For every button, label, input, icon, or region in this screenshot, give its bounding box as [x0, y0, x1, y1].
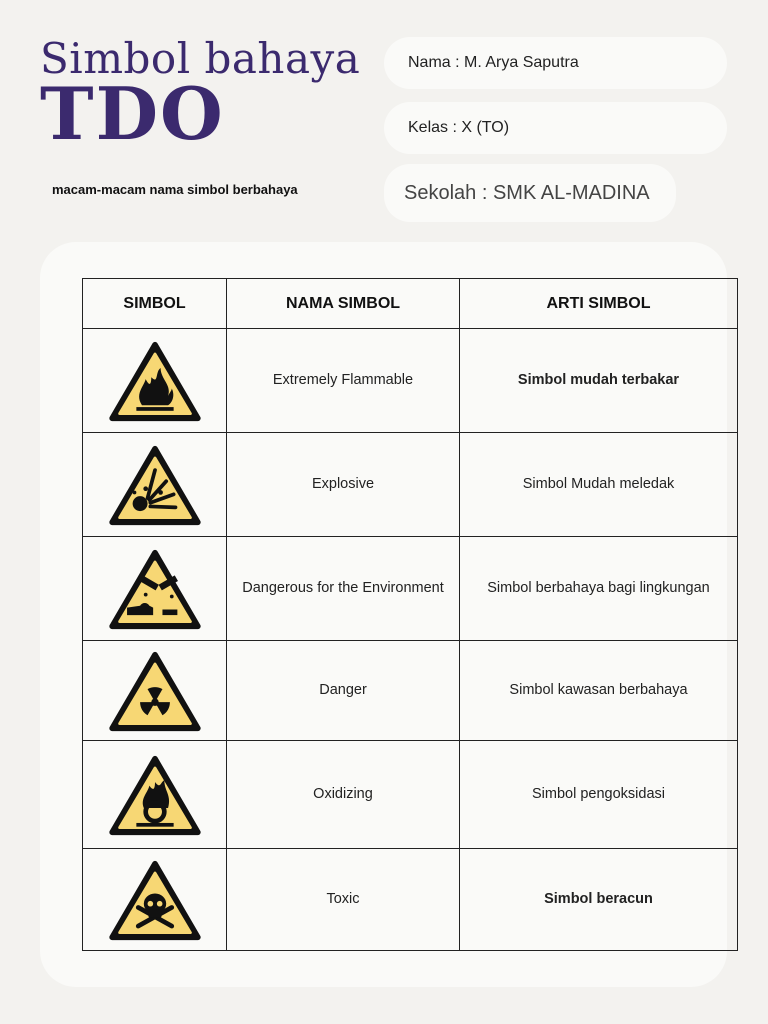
nama-simbol-cell: Oxidizing — [227, 741, 460, 849]
symbol-cell — [83, 641, 227, 741]
symbol-cell — [83, 433, 227, 537]
oxidizing-hazard-icon — [107, 754, 203, 836]
corrosive-hazard-icon — [107, 548, 203, 630]
kelas-field — [384, 102, 727, 154]
title-line-2: TDO — [40, 71, 225, 156]
arti-simbol-cell: Simbol pengoksidasi — [460, 741, 738, 849]
nama-simbol-cell: Dangerous for the Environment — [227, 537, 460, 641]
nama-simbol-cell: Toxic — [227, 849, 460, 951]
table-row — [83, 741, 738, 849]
table-row — [83, 329, 738, 433]
table-row — [83, 849, 738, 951]
nama-simbol-cell: Danger — [227, 641, 460, 741]
arti-simbol-cell: Simbol Mudah meledak — [460, 433, 738, 537]
arti-simbol-cell: Simbol kawasan berbahaya — [460, 641, 738, 741]
sekolah-text: Sekolah : SMK AL-MADINA — [404, 181, 650, 204]
header-simbol: SIMBOL — [83, 279, 227, 329]
hazard-table — [82, 278, 738, 951]
nama-text: Nama : M. Arya Saputra — [408, 54, 579, 71]
skull-crossbones-hazard-icon — [107, 859, 203, 941]
arti-simbol-cell: Simbol berbahaya bagi lingkungan — [460, 537, 738, 641]
sekolah-field — [384, 164, 676, 222]
nama-simbol-cell: Explosive — [227, 433, 460, 537]
table-row — [83, 641, 738, 741]
symbol-cell — [83, 849, 227, 951]
table-header-row — [83, 279, 738, 329]
flame-hazard-icon — [107, 340, 203, 422]
subtitle: macam-macam nama simbol berbahaya — [52, 182, 298, 197]
symbol-cell — [83, 329, 227, 433]
arti-simbol-cell: Simbol beracun — [460, 849, 738, 951]
header-nama-simbol: NAMA SIMBOL — [227, 279, 460, 329]
arti-simbol-cell: Simbol mudah terbakar — [460, 329, 738, 433]
title-line-1: Simbol bahaya — [40, 34, 361, 83]
nama-field — [384, 37, 727, 89]
table-row — [83, 537, 738, 641]
radiation-hazard-icon — [107, 650, 203, 732]
symbol-cell — [83, 741, 227, 849]
nama-simbol-cell: Extremely Flammable — [227, 329, 460, 433]
table-row — [83, 433, 738, 537]
header-arti-simbol: ARTI SIMBOL — [460, 279, 738, 329]
kelas-text: Kelas : X (TO) — [408, 119, 510, 136]
symbol-cell — [83, 537, 227, 641]
explosive-hazard-icon — [107, 444, 203, 526]
